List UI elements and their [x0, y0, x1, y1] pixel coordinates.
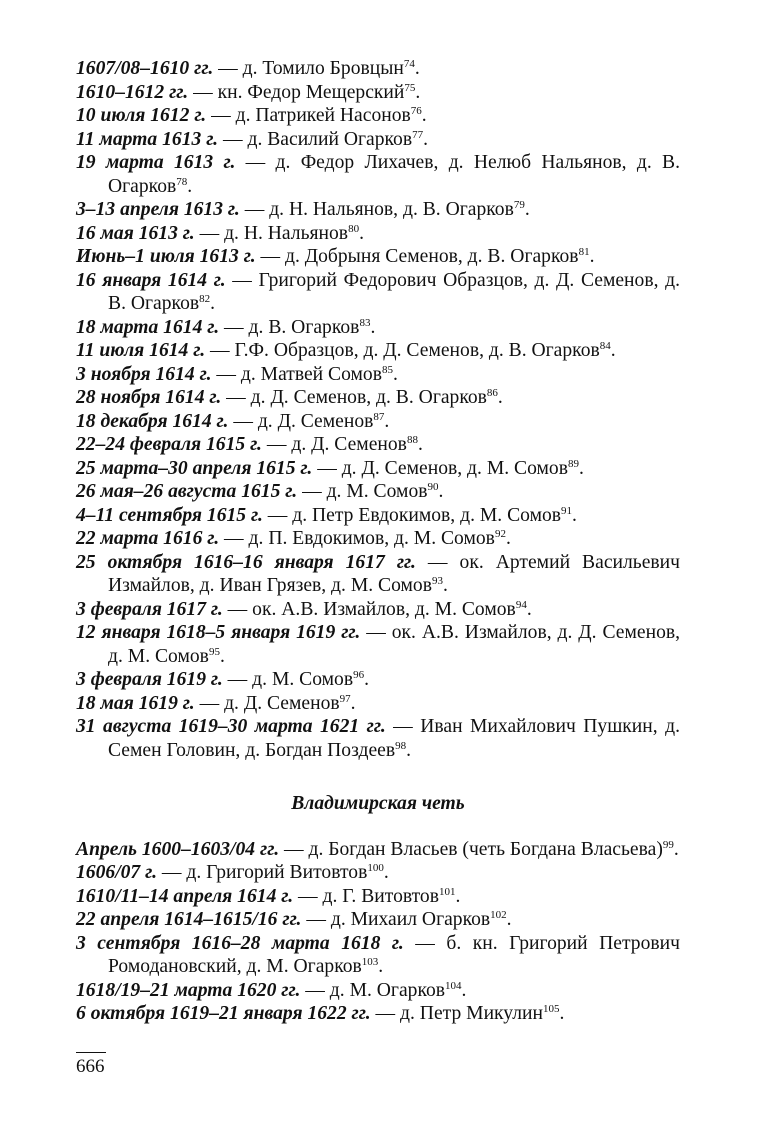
list-item — [76, 861, 680, 885]
list-item — [76, 668, 680, 692]
footnote-ref: 76 — [410, 105, 422, 117]
footnote-ref: 82 — [199, 293, 211, 305]
footnote-ref: 75 — [404, 81, 416, 94]
entry-date: 4–11 сентября 1615 г. — [76, 504, 263, 526]
entry-text: — Иван Михайлович Пушкин, д. Семен Головин, д. Богдан Поздеев — [108, 716, 680, 761]
list-item — [76, 457, 680, 481]
entry-date: Июнь–1 июля 1613 г. — [76, 246, 256, 267]
entry-end: . — [370, 316, 376, 338]
footnote-ref: 98 — [395, 739, 407, 752]
entry-end: . — [417, 434, 423, 455]
entry-text: — д. Д. Семенов — [194, 692, 340, 714]
entry-date: 1607/08–1610 гг. — [76, 58, 214, 79]
footnote-ref: 86 — [486, 387, 498, 399]
entry-date: 1610/11–14 апреля 1614 г. — [76, 885, 294, 907]
entry-end: . — [505, 528, 511, 549]
list-item — [76, 433, 680, 457]
entry-end: . — [673, 838, 679, 860]
list-item — [76, 979, 680, 1003]
list-item — [76, 151, 680, 198]
footnote-ref: 90 — [427, 481, 439, 493]
entry-end: . — [219, 645, 225, 667]
list-item — [76, 339, 680, 363]
entry-end: . — [415, 81, 421, 103]
footnote-ref: 74 — [403, 58, 415, 70]
entry-end: . — [578, 457, 584, 479]
page-body — [76, 57, 680, 1026]
footnote-ref: 88 — [406, 434, 418, 446]
footnote-ref: 96 — [353, 669, 365, 681]
section-entries-1 — [76, 57, 680, 762]
entry-text: — д. П. Евдокимов, д. М. Сомов — [219, 528, 495, 549]
entry-text: — д. Н. Нальянов — [194, 222, 349, 244]
entry-text: — д. Д. Семенов, д. М. Сомов — [312, 457, 568, 479]
entry-date: 25 октября 1616–16 января 1617 гг. — [76, 551, 416, 573]
list-item — [76, 504, 680, 528]
footnote-ref: 100 — [367, 862, 384, 874]
list-item — [76, 128, 680, 152]
entry-text: — д. Петр Микулин — [370, 1003, 543, 1024]
entry-text: — д. Федор Лихачев, д. Нелюб Нальянов, д. В. Огарков — [108, 152, 680, 197]
entry-text: — ок. Артемий Васильевич Измайлов, д. Иван Грязев, д. М. Сомов — [108, 551, 681, 596]
list-item — [76, 715, 680, 762]
footnote-ref: 87 — [373, 410, 385, 423]
entry-date: 16 января 1614 г. — [76, 269, 226, 291]
footnote-ref: 84 — [599, 340, 611, 352]
entry-date: 11 июля 1614 г. — [76, 340, 206, 361]
entry-text: — ок. А.В. Измайлов, д. М. Сомов — [222, 598, 516, 620]
entry-text: — д. Василий Огарков — [218, 128, 413, 150]
list-item — [76, 598, 680, 622]
footnote-ref: 85 — [381, 363, 393, 376]
entry-end: . — [414, 58, 420, 79]
footnote-ref: 91 — [561, 504, 573, 517]
entry-date: 1618/19–21 марта 1620 гг. — [76, 979, 301, 1001]
list-item — [76, 527, 680, 551]
entry-text: — д. М. Сомов — [297, 481, 428, 502]
footnote-ref: 101 — [438, 885, 456, 898]
entry-text: — д. Михаил Огарков — [301, 909, 491, 930]
list-item — [76, 838, 680, 862]
footnote-ref: 94 — [515, 598, 527, 611]
entry-end: . — [455, 885, 461, 907]
list-item — [76, 621, 680, 668]
entry-text: — д. В. Огарков — [219, 316, 360, 338]
list-item — [76, 222, 680, 246]
footnote-ref: 95 — [208, 645, 220, 658]
footnote-ref: 80 — [348, 222, 360, 235]
footnote-ref: 92 — [494, 528, 506, 540]
entry-end: . — [392, 363, 398, 385]
entry-text: — д. Патрикей Насонов — [206, 105, 411, 126]
entry-end: . — [443, 575, 448, 596]
entry-end: . — [384, 410, 390, 432]
entry-date: 11 марта 1613 г. — [76, 128, 219, 150]
entry-date: 22 марта 1616 г. — [76, 528, 220, 549]
entry-end: . — [364, 669, 370, 690]
footnote-ref: 83 — [359, 316, 371, 329]
list-item — [76, 480, 680, 504]
list-item — [76, 316, 680, 340]
footnote-ref: 81 — [578, 246, 590, 258]
entry-end: . — [359, 222, 364, 244]
entry-text: — д. М. Сомов — [222, 669, 354, 690]
entry-text: — д. Д. Семенов — [261, 434, 407, 455]
list-item — [76, 551, 680, 598]
entry-text: — б. кн. Григорий Петрович Ромодановский, д. М. Огарков — [108, 932, 680, 977]
list-item — [76, 198, 680, 222]
entry-text: — д. Богдан Власьев (четь Богдана Власьева) — [279, 838, 663, 860]
list-item — [76, 104, 680, 128]
entry-date: 19 марта 1613 г. — [76, 152, 236, 173]
entry-date: 3–13 апреля 1613 г. — [76, 199, 240, 220]
list-item — [76, 885, 680, 909]
list-item — [76, 57, 680, 81]
entry-date: 12 января 1618–5 января 1619 гг. — [76, 622, 361, 643]
entry-date: 3 февраля 1619 г. — [76, 669, 223, 690]
entry-date: 1610–1612 гг. — [76, 81, 189, 103]
entry-date: 18 марта 1614 г. — [76, 316, 220, 338]
footnote-ref: 104 — [445, 979, 462, 992]
entry-date: 3 ноября 1614 г. — [76, 363, 212, 385]
entry-text: — Г.Ф. Образцов, д. Д. Семенов, д. В. Огарков — [205, 340, 600, 361]
entry-end: . — [350, 692, 356, 714]
entry-text: — ок. А.В. Измайлов, д. Д. Семенов, д. М. Сомов — [108, 622, 681, 667]
entry-text: — Григорий Федорович Образцов, д. Д. Семенов, д. В. Огарков — [108, 269, 680, 314]
entry-text: — кн. Федор Мещерский — [188, 81, 405, 103]
footnote-ref: 93 — [432, 575, 443, 587]
entry-date: 22–24 февраля 1615 г. — [76, 434, 262, 455]
list-item — [76, 386, 680, 410]
entry-end: . — [383, 862, 389, 883]
list-item — [76, 410, 680, 434]
footnote-ref: 103 — [361, 956, 379, 968]
entry-date: 1606/07 г. — [76, 862, 157, 883]
entry-date: 3 февраля 1617 г. — [76, 598, 223, 620]
list-item — [76, 269, 680, 316]
list-item — [76, 363, 680, 387]
entry-end: . — [559, 1003, 565, 1024]
list-item — [76, 245, 680, 269]
list-item — [76, 908, 680, 932]
entry-end: . — [461, 979, 467, 1001]
entry-text: — д. Матвей Сомов — [211, 363, 382, 385]
entry-text: — д. Григорий Витовтов — [157, 862, 368, 883]
entry-text: — д. Томило Бровцын — [213, 58, 404, 79]
footnote-ref: 97 — [339, 692, 351, 705]
entry-date: 6 октября 1619–21 января 1622 гг. — [76, 1003, 371, 1024]
entry-end: . — [210, 293, 216, 314]
entry-end: . — [421, 105, 427, 126]
entry-date: 10 июля 1612 г. — [76, 105, 207, 126]
footnote-ref: 102 — [490, 909, 507, 921]
entry-end: . — [526, 598, 532, 620]
entry-date: 18 мая 1619 г. — [76, 692, 195, 714]
entry-end: . — [497, 387, 503, 408]
entry-text: — д. Д. Семенов, д. В. Огарков — [221, 387, 487, 408]
footnote-ref: 77 — [412, 128, 424, 141]
entry-end: . — [506, 909, 512, 930]
entry-end: . — [589, 246, 595, 267]
entry-end: . — [610, 340, 616, 361]
entry-date: 25 марта–30 апреля 1615 г. — [76, 457, 313, 479]
entry-text: — д. М. Огарков — [300, 979, 446, 1001]
entry-date: 28 ноября 1614 г. — [76, 387, 222, 408]
entry-text: — д. Н. Нальянов, д. В. Огарков — [239, 199, 514, 220]
entry-end: . — [406, 739, 411, 761]
entry-text: — д. Добрыня Семенов, д. В. Огарков — [255, 246, 579, 267]
entry-end: . — [572, 504, 577, 526]
footnote-ref: 78 — [176, 175, 188, 188]
entry-text: — д. Д. Семенов — [228, 410, 374, 432]
entry-text: — д. Петр Евдокимов, д. М. Сомов — [262, 504, 562, 526]
list-item — [76, 81, 680, 105]
entry-end: . — [423, 128, 428, 150]
footer-rule — [76, 1052, 106, 1053]
entry-end: . — [378, 956, 384, 977]
list-item — [76, 1002, 680, 1026]
entry-date: 31 августа 1619–30 марта 1621 гг. — [76, 716, 386, 737]
entry-end: . — [524, 199, 530, 220]
list-item — [76, 692, 680, 716]
entry-date: 18 декабря 1614 г. — [76, 410, 229, 432]
entry-end: . — [438, 481, 444, 502]
footnote-ref: 99 — [662, 838, 674, 851]
footnote-ref: 105 — [542, 1003, 560, 1015]
entry-date: 3 сентября 1616–28 марта 1618 г. — [76, 932, 404, 954]
list-item — [76, 932, 680, 979]
entry-date: 22 апреля 1614–1615/16 гг. — [76, 909, 302, 930]
entry-end: . — [187, 175, 193, 197]
section-entries-2 — [76, 838, 680, 1026]
entry-date: Апрель 1600–1603/04 гг. — [76, 838, 280, 860]
section-heading: Владимирская четь — [291, 793, 465, 814]
entry-text: — д. Г. Витовтов — [293, 885, 439, 907]
entry-date: 16 мая 1613 г. — [76, 222, 195, 244]
entry-date: 26 мая–26 августа 1615 г. — [76, 481, 298, 502]
footnote-ref: 89 — [567, 457, 579, 470]
page-number: 666 — [76, 1056, 105, 1077]
footnote-ref: 79 — [513, 199, 525, 211]
